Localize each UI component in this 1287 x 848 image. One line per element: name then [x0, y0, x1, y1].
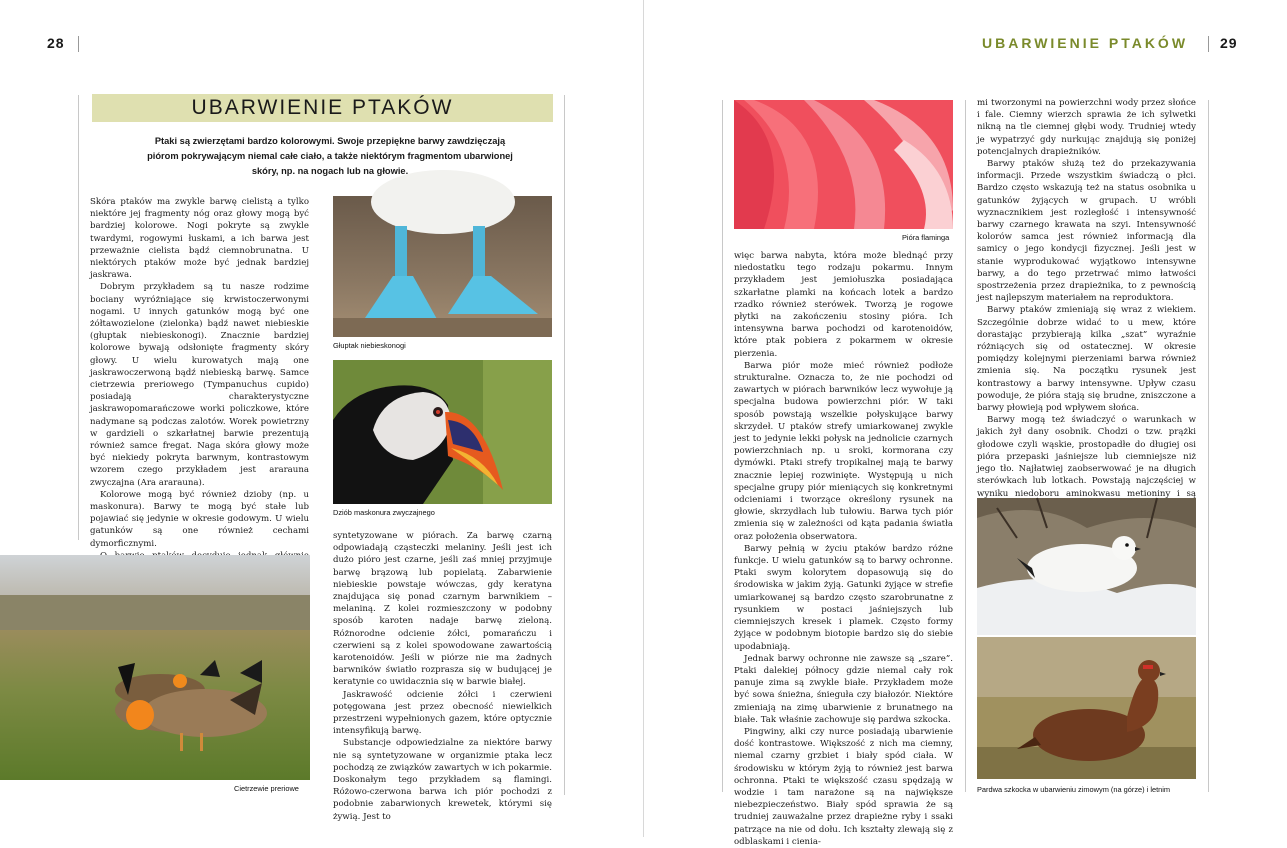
right-column-rule [1208, 100, 1209, 792]
booby-feet-photo [333, 196, 552, 337]
paragraph: Jednak barwy ochronne nie zawsze są „szare”. Ptaki dalekiej północy gdzie niemal cały rok panuje zima są zwykle białe. Przykładem może być sowa śnieżna, śnieguła czy białozór. Niektóre zmieniają na zimę ubarwienie z brunatnego na białe. Tak właśnie zachowuje się pardwa szkocka. [734, 653, 953, 725]
right-page-number: 29 [1220, 35, 1238, 51]
left-page-number: 28 [47, 35, 65, 51]
title-bar [92, 94, 553, 122]
paragraph: Jaskrawość odcienie żółci i czerwieni potęgowana jest przez obecność niewielkich przestrzeni wypełnionych gazem, które optycznie intensyfikują barwę. [333, 689, 552, 737]
middle-column-rule [965, 100, 966, 792]
page-spine [643, 0, 644, 837]
page-title: UBARWIENIE PTAKÓW [191, 96, 454, 119]
text-column-4 [977, 97, 1196, 499]
paragraph: Barwy ptaków zmieniają się wraz z wiekiem. Szczególnie dobrze widać to u mew, które dorastając przybierają kilka „szat” wyraźnie różniących się od ostatecznej. W okresie pomiędzy kolejnymi pierzeniami barwa również zmienia się. Na początku rysunek jest kontrastowy a barwy intensywne. Upływ czasu powoduje, że pióra stają się brudne, zniszczone a barwy płowieją pod wpływem słońca. [977, 305, 1196, 414]
paragraph: więc barwa nabyta, która może blednąć przy niedostatku tego rodzaju pokarmu. Innym przykładem jest jemiołuszka posiadająca szkarłatne plamki na końcach lotek a bardzo rzadko również sterówek. Tworzą je rogowe płytki na zakończeniu stosiny pióra. Ich intensywna barwa pochodzi od karotenoidów, które ptak pobiera z pokarmem w okresie pierzenia. [734, 251, 953, 359]
prairie-chicken-caption: Cietrzewie preriowe [234, 784, 299, 793]
booby-caption: Głuptak niebieskonogi [333, 341, 406, 350]
paragraph: Skóra ptaków ma zwykle barwę cielistą a tylko niektóre jej fragmenty nóg oraz głowy mogą być bardziej kolorowe. Nogi pokryte są zwykle twardymi, rogowymi łuskami, a ich barwa jest przeważnie cielista bądź ciemnobrunatna. U niektórych ptaków może być jednak bardziej jaskrawa. [90, 197, 309, 281]
ptarmigan-winter-photo [977, 498, 1196, 635]
puffin-caption: Dziób maskonura zwyczajnego [333, 508, 435, 517]
text-column-1 [90, 196, 309, 549]
paragraph: Kolorowe mogą być również dzioby (np. u maskonura). Barwy te mogą być stałe lub pojawiać się jedynie w okresie godowym. U wielu gatunków są one również cechami dymorficznymi. [90, 489, 309, 549]
ptarmigan-caption: Pardwa szkocka w ubarwieniu zimowym (na górze) i letnim [977, 785, 1171, 794]
flamingo-feathers-photo [734, 100, 953, 229]
folio-divider [78, 36, 79, 52]
paragraph: mi tworzonymi na powierzchni wody przez słońce i fale. Ciemny wierzch sprawia że ich sylwetki nikną na tle ciemnej głębi wody. Trudniej wtedy je wypatrzyć gdy nurkując znajdują się poniżej potencjalnych drapieżników. [977, 98, 1196, 157]
paragraph: Barwy ptaków służą też do przekazywania informacji. Przede wszystkim świadczą o płci. Bardzo często wskazują też na status osobnika u gatunków żyjących w grupach. U wróbli wyznacznikiem jest rozległość i intensywność barwy czarnego krawata na szyi. Intensywność kolorów samca jest również informacją dla samicy o jego kondycji fizycznej. Jeśli jest w stanie wyprodukować wyjątkowo intensywne barwy, a do tego przetrwać mimo łatwości spostrzeżenia przez drapieżnika, to z pewnością jest najlepszym materiałem na reproduktora. [977, 159, 1196, 304]
paragraph: Barwa piór może mieć również podłoże strukturalne. Oznacza to, że nie pochodzi od zawartych w piórach barwników lecz wywołuje ją specjalna budowa powierzchni piór. W taki sposób powstają wszelkie połyskujące barwy skrzydeł. U ptaków strefy umiarkowanej zwykle jest to jedynie lekki połysk na jednolicie czarnych powierzchniach np. u sroki, kormorana czy dymówki. Ptaki strefy tropikalnej mają te barwy znacznie lepiej rozwinięte. Występują u nich specjalne grupy piór mieniących się konkretnymi odcieniami i tworzące określony rysunek na głowie, skrzydłach lub tułowiu. Barwa tych piór zmienia się w zależności od kąta padania światła oraz położenia obserwatora. [734, 360, 953, 542]
paragraph: Dobrym przykładem są tu nasze rodzime bociany wyróżniające się krwistoczerwonymi nogami. U innych gatunków mogą być one żółtawozielone (zielonka) bądź nawet niebieskie (głuptak niebieskonogi). Znacznie bardziej kolorowe bywają odsłonięte fragmenty skóry głowy. U wielu kurowatych mają one jaskrawoczerwoną bądź niebieską barwę. Samce cietrzewia preriowego (Tympanuchus cupido) posiadają charakterystyczne jaskrawopomarańczowe worki policzkowe, które nadymane są podczas zalotów. Worek powietrzny w gardzieli o szkarłatnej barwie prezentują również samce fregat. Naga skóra głowy może być niekiedy pokryta barwnym, kontrastowym wzorem czego przykładem jest ararauna zwyczajna (Ara ararauna). [90, 282, 309, 488]
lead-paragraph: Ptaki są zwierzętami bardzo kolorowymi. Swoje przepiękne barwy zawdzięczają piórom pokrywającym niemal całe ciało, a także niektórym fragmentom ubarwionej skóry, np. na nogach lub na głowie. [147, 136, 513, 176]
left-column-rule [722, 100, 723, 792]
running-head: UBARWIENIE PTAKÓW [982, 35, 1189, 51]
prairie-chicken-photo [0, 555, 310, 780]
paragraph: Barwy mogą też świadczyć o warunkach w jakich żył dany osobnik. Chodzi o tzw. prążki głodowe czyli wąskie, prostopadłe do długiej osi pióra przepaski jaśniejsze lub ciemniejsze niż jego tło. Najłatwiej zaobserwować je na długich sterówkach lub lotkach. Powstają najczęściej w wyniku niedoboru aminokwasu metioniny i są [977, 415, 1196, 499]
puffin-photo [333, 360, 552, 504]
flamingo-caption: Pióra flaminga [902, 233, 950, 242]
paragraph: Substancje odpowiedzialne za niektóre barwy nie są syntetyzowane w organizmie ptaka lecz pochodzą ze związków zawartych w ich pokarmie. Doskonałym tego przykładem są flamingi. Różowo-czerwona barwa ich piór pochodzi z podobnie zabarwionych krewetek, którymi się żywią. Jest to [333, 738, 552, 822]
text-column-2 [333, 530, 552, 822]
folio-divider [1208, 36, 1209, 52]
paragraph: Barwy pełnią w życiu ptaków bardzo różne funkcje. U wielu gatunków są to barwy ochronne. Ptaki swym kolorytem dopasowują się do środowiska w jakim żyją. Gatunki żyjące w strefie umiarkowanej są bardzo często szarobrunatne z rysunkiem w postaci jaśniejszych lub ciemniejszych kresek i plamek. Często formy żyjące w podobnym biotopie bardzo się do siebie upodabniają. [734, 543, 953, 652]
right-column-rule [564, 95, 565, 795]
paragraph: Pingwiny, alki czy nurce posiadają ubarwienie dość kontrastowe. Większość z nich ma ciemny, niemal czarny grzbiet i biały spód ciała. W środowisku w którym żyją to również jest barwa ochronna. Ptaki te większość czasu spędzają w wodzie i tam narażone są na największe niebezpieczeństwo. Biały spód sprawia że są trudniej zauważalne przez drapieżne ryby i ssaki patrzące na nie od dołu. Ich kształty zlewają się z odblaskami i cienia- [734, 726, 953, 847]
text-column-3 [734, 250, 953, 847]
ptarmigan-summer-photo [977, 637, 1196, 779]
left-column-rule [78, 95, 79, 540]
paragraph: syntetyzowane w piórach. Za barwę czarną odpowiadają cząsteczki melaniny. Jeśli jest ich dużo pióro jest czarne, jeśli zaś mniej przyjmuje barwę brązową lub popielatą. Zabarwienie niebieskie powstaje wówczas, gdy keratyna znajdująca się ponad czarnym barwnikiem – melaniną. Z kolei rozmieszczony w podobny sposób karoten nadaje barwę zieloną. Różnorodne odcienie żółci, pomarańczu i czerwieni są z kolei spowodowane zawartością karotenoidów. Jeśli w piórze nie ma żadnych barwników światło rozprasza się w budującej je keratynie co uwidacznia się w barwie białej. [333, 531, 552, 688]
